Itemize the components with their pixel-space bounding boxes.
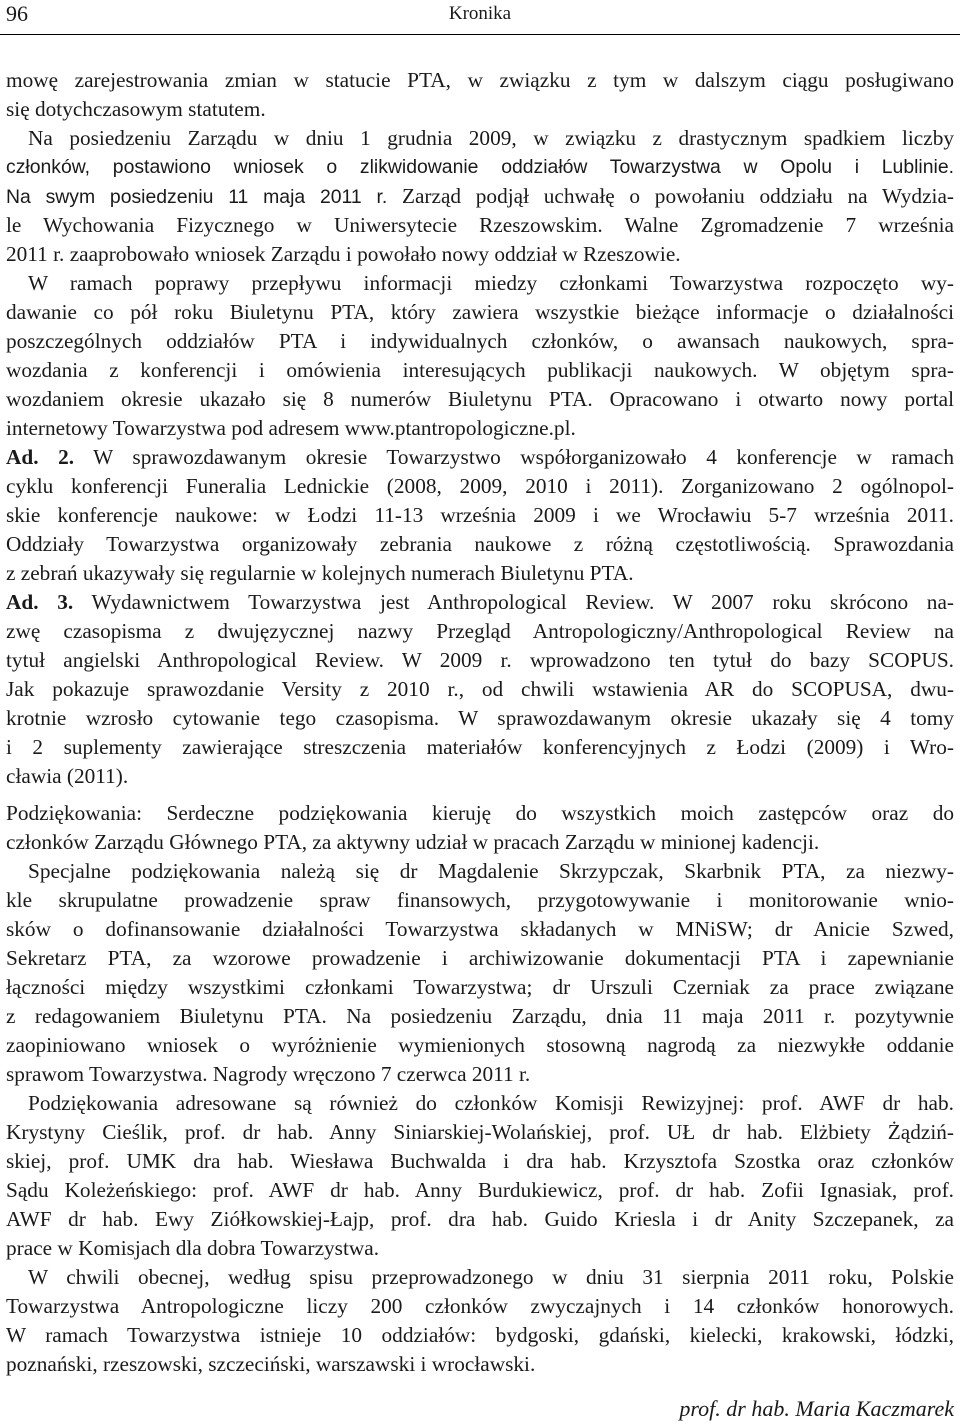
- text-line: sków o dofinansowanie działalności Towarzystwa składanych w MNiSW; dr Anicie Szwed,: [6, 917, 954, 941]
- text-line: się dotychczasowym statutem.: [6, 97, 266, 121]
- text-line: dawanie co pół roku Biuletynu PTA, który zawiera wszystkie bieżące informacje o działalności: [6, 300, 954, 324]
- text-line: 2011 r. zaaprobowało wniosek Zarządu i powołało nowy oddział w Rzeszowie.: [6, 242, 681, 266]
- text-fragment: W sprawozdawanym okresie Towarzystwo współorganizowało 4 konferencje w ramach: [74, 445, 954, 469]
- page-number: 96: [6, 1, 28, 26]
- text-line: Na posiedzeniu Zarządu w dniu 1 grudnia 2009, w związku z drastycznym spadkiem liczby: [28, 126, 954, 150]
- article-body: [6, 66, 954, 1379]
- text-line: Jak pokazuje sprawozdanie Versity z 2010 r., od chwili wstawienia AR do SCOPUSA, dwu-: [6, 677, 954, 701]
- text-line: [6, 443, 954, 472]
- text-line: Krystyny Cieślik, prof. dr hab. Anny Siniarskiej-Wolańskiej, prof. UŁ dr hab. Elżbiety Żądziń-: [6, 1120, 954, 1144]
- text-line: poznański, rzeszowski, szczeciński, warszawski i wrocławski.: [6, 1352, 536, 1376]
- text-line: sprawom Towarzystwa. Nagrody wręczono 7 czerwca 2011 r.: [6, 1062, 531, 1086]
- text-line: z redagowaniem Biuletynu PTA. Na posiedzeniu Zarządu, dnia 11 maja 2011 r. pozytywnie: [6, 1004, 954, 1028]
- running-title: Kronika: [448, 3, 512, 24]
- section-label: Ad. 2.: [6, 445, 75, 469]
- text-line: prace w Komisjach dla dobra Towarzystwa.: [6, 1236, 380, 1260]
- text-line: le Wychowania Fizycznego w Uniwersytecie Rzeszowskim. Walne Zgromadzenie 7 września: [6, 213, 954, 237]
- text-line: skiej, prof. UMK dra hab. Wiesława Buchwalda i dra hab. Krzysztofa Szostka oraz członków: [6, 1149, 954, 1173]
- page-header: [0, 0, 960, 35]
- text-line: zaopiniowano wniosek o wyróżnienie wymienionych stosowną nagrodą za niezwykłe oddanie: [6, 1033, 954, 1057]
- text-line: Podziękowania: Serdeczne podziękowania kieruję do wszystkich moich zastępców oraz do: [6, 801, 954, 825]
- text-line: z zebrań ukazywały się regularnie w kolejnych numerach Biuletynu PTA.: [6, 561, 634, 585]
- text-line: łączności między wszystkimi członkami Towarzystwa; dr Urszuli Czerniak za prace związane: [6, 975, 954, 999]
- text-line: tytuł angielski Anthropological Review. W 2009 r. wprowadzono ten tytuł do bazy SCOPUS.: [6, 648, 954, 672]
- text-line: Oddziały Towarzystwa organizowały zebrania naukowe z różną częstotliwością. Sprawozdania: [6, 532, 954, 556]
- text-line: kle skrupulatne prowadzenie spraw finansowych, przygotowywanie i monitorowanie wnio-: [6, 888, 954, 912]
- text-fragment: Wydawnictwem Towarzystwa jest Anthropological Review. W 2007 roku skrócono na-: [73, 590, 954, 614]
- text-line: wozdaniem okresie ukazało się 8 numerów Biuletynu PTA. Opracowano i otwarto nowy portal: [6, 387, 954, 411]
- text-line: Specjalne podziękowania należą się dr Magdalenie Skrzypczak, Skarbnik PTA, za niezwy-: [28, 859, 954, 883]
- text-line: zwę czasopisma z dwujęzycznej nazwy Przegląd Antropologiczny/Anthropological Review na: [6, 619, 954, 643]
- text-line: skie konferencje naukowe: w Łodzi 11-13 września 2009 i we Wrocławiu 5-7 września 2011.: [6, 503, 954, 527]
- text-fragment: Na swym posiedzeniu 11 maja 2011 r.: [6, 186, 388, 208]
- text-fragment: Zarząd podjął uchwałę o powołaniu oddziału na Wydzia-: [387, 184, 954, 208]
- text-line: krotnie wzrosło cytowanie tego czasopisma. W sprawozdawanym okresie ukazały się 4 tomy: [6, 706, 954, 730]
- text-line: Sekretarz PTA, za wzorowe prowadzenie i archiwizowanie dokumentacji PTA i zapewnianie: [6, 946, 954, 970]
- text-line: cławia (2011).: [6, 764, 129, 788]
- text-line: Sądu Koleżeńskiego: prof. AWF dr hab. Anny Burdukiewicz, prof. dr hab. Zofii Ignasiak, prof.: [6, 1178, 954, 1202]
- text-line: i 2 suplementy zawierające streszczenia materiałów konferencyjnych z Łodzi (2009) i Wro-: [6, 735, 954, 759]
- text-line: Podziękowania adresowane są również do członków Komisji Rewizyjnej: prof. AWF dr hab.: [28, 1091, 954, 1115]
- text-line: mowę zarejestrowania zmian w statucie PTA, w związku z tym w dalszym ciągu posługiwano: [6, 68, 954, 92]
- text-line: członków Zarządu Głównego PTA, za aktywny udział w pracach Zarządu w minionej kadencji.: [6, 830, 820, 854]
- text-line: W ramach poprawy przepływu informacji miedzy członkami Towarzystwa rozpoczęto wy-: [28, 271, 954, 295]
- text-line: W ramach Towarzystwa istnieje 10 oddziałów: bydgoski, gdański, kielecki, krakowski, łódzki,: [6, 1323, 954, 1347]
- text-line: cyklu konferencji Funeralia Lednickie (2008, 2009, 2010 i 2011). Zorganizowano 2 ogólnopol-: [6, 474, 954, 498]
- paragraph-gap: [6, 791, 954, 799]
- section-label: Ad. 3.: [6, 590, 74, 614]
- text-line: [6, 182, 954, 211]
- text-line: poszczególnych oddziałów PTA i indywidualnych członków, o awansach naukowych, spra-: [6, 329, 954, 353]
- text-line: członków, postawiono wniosek o zlikwidowanie oddziałów Towarzystwa w Opolu i Lublinie.: [6, 156, 954, 178]
- text-line: Towarzystwa Antropologiczne liczy 200 członków zwyczajnych i 14 członków honorowych.: [6, 1294, 954, 1318]
- text-line: wozdania z konferencji i omówienia interesujących publikacji naukowych. W objętym spra-: [6, 358, 954, 382]
- text-line: W chwili obecnej, według spisu przeprowadzonego w dniu 31 sierpnia 2011 roku, Polskie: [28, 1265, 954, 1289]
- author-signature: prof. dr hab. Maria Kaczmarek: [679, 1396, 954, 1421]
- text-line: AWF dr hab. Ewy Ziółkowskiej-Łajp, prof. dra hab. Guido Kriesla i dr Anity Szczepanek, za: [6, 1207, 954, 1231]
- text-line: [6, 588, 954, 617]
- text-line: internetowy Towarzystwa pod adresem www.ptantropologiczne.pl.: [6, 416, 576, 440]
